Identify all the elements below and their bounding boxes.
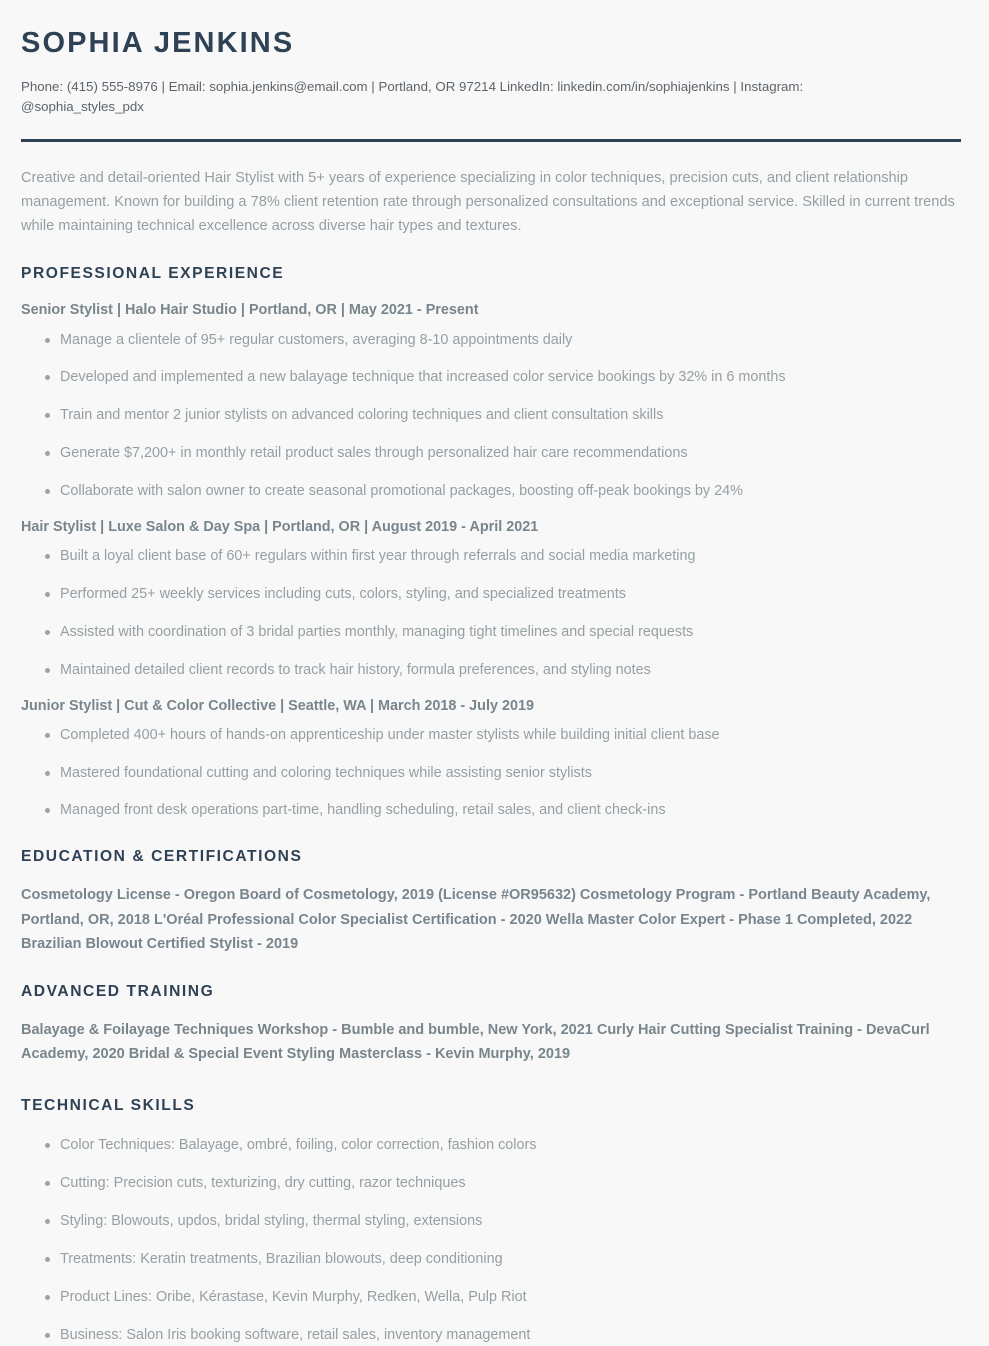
contact-info: Phone: (415) 555-8976 | Email: sophia.jenkins@email.com | Portland, OR 97214 LinkedIn: linkedin.com/in/sophiajenkins | Instagram: @sophia_styles_pdx (21, 78, 804, 115)
list-item: Managed front desk operations part-time, handling scheduling, retail sales, and client check-ins (21, 800, 960, 821)
job-heading: Senior Stylist | Halo Hair Studio | Portland, OR | May 2021 - Present (21, 302, 479, 319)
list-item: Assisted with coordination of 3 bridal parties monthly, managing tight timelines and special requests (21, 622, 960, 643)
section-education-certifications (21, 848, 960, 956)
job-heading: Junior Stylist | Cut & Color Collective | Seattle, WA | March 2018 - July 2019 (21, 697, 534, 714)
section-professional-experience (21, 265, 960, 821)
job-entry (21, 517, 960, 681)
job-bullet-list (21, 546, 960, 681)
training-body: Balayage & Foilayage Techniques Workshop - Bumble and bumble, New York, 2021 Curly Hair Cutting Specialist Training - DevaCurl Academy, 2020 Bridal & Special Event Styling Masterclass - Kevin Murphy, 2019 (21, 1021, 930, 1063)
job-entry (21, 696, 960, 822)
list-item: Business: Salon Iris booking software, retail sales, inventory management (21, 1325, 960, 1346)
list-item: Maintained detailed client records to track hair history, formula preferences, and styling notes (21, 660, 960, 681)
section-title-training: ADVANCED TRAINING (21, 982, 215, 1000)
section-title-experience: PROFESSIONAL EXPERIENCE (21, 265, 285, 283)
skills-list (21, 1135, 960, 1345)
professional-summary: Creative and detail-oriented Hair Stylist with 5+ years of experience specializing in color techniques, precision cuts, and client relationship management. Known for building a 78% client retention rate through personalized consultations and exceptional service. Skilled in current trends while maintaining technical excellence across diverse hair types and textures. (21, 170, 955, 234)
list-item: Collaborate with salon owner to create seasonal promotional packages, boosting off-peak bookings by 24% (21, 481, 960, 502)
candidate-name: SOPHIA JENKINS (21, 27, 295, 59)
header-divider (21, 139, 961, 142)
list-item: Generate $7,200+ in monthly retail product sales through personalized hair care recommendations (21, 443, 960, 464)
list-item: Product Lines: Oribe, Kérastase, Kevin Murphy, Redken, Wella, Pulp Riot (21, 1287, 960, 1308)
job-entry (21, 300, 960, 502)
list-item: Manage a clientele of 95+ regular customers, averaging 8-10 appointments daily (21, 330, 960, 351)
job-bullet-list (21, 330, 960, 502)
list-item: Cutting: Precision cuts, texturizing, dry cutting, razor techniques (21, 1173, 960, 1194)
list-item: Mastered foundational cutting and coloring techniques while assisting senior stylists (21, 763, 960, 784)
section-technical-skills (21, 1097, 960, 1345)
job-heading: Hair Stylist | Luxe Salon & Day Spa | Portland, OR | August 2019 - April 2021 (21, 518, 539, 535)
section-title-education: EDUCATION & CERTIFICATIONS (21, 848, 303, 866)
list-item: Train and mentor 2 junior stylists on advanced coloring techniques and client consultation skills (21, 405, 960, 426)
list-item: Treatments: Keratin treatments, Brazilian blowouts, deep conditioning (21, 1249, 960, 1270)
list-item: Built a loyal client base of 60+ regulars within first year through referrals and social media marketing (21, 546, 960, 567)
list-item: Styling: Blowouts, updos, bridal styling, thermal styling, extensions (21, 1211, 960, 1232)
list-item: Color Techniques: Balayage, ombré, foiling, color correction, fashion colors (21, 1135, 960, 1156)
list-item: Performed 25+ weekly services including cuts, colors, styling, and specialized treatments (21, 584, 960, 605)
list-item: Developed and implemented a new balayage technique that increased color service bookings by 32% in 6 months (21, 367, 960, 388)
list-item: Completed 400+ hours of hands-on apprenticeship under master stylists while building initial client base (21, 725, 960, 746)
section-advanced-training (21, 983, 960, 1066)
section-title-skills: TECHNICAL SKILLS (21, 1097, 196, 1115)
education-body: Cosmetology License - Oregon Board of Cosmetology, 2019 (License #OR95632) Cosmetology Program - Portland Beauty Academy, Portland, OR, 2018 L'Oréal Professional Color Specialist Certification - 2020 Wella Master Color Expert - Phase 1 Completed, 2022 Brazilian Blowout Certified Stylist - 2019 (21, 887, 931, 952)
job-bullet-list (21, 725, 960, 822)
